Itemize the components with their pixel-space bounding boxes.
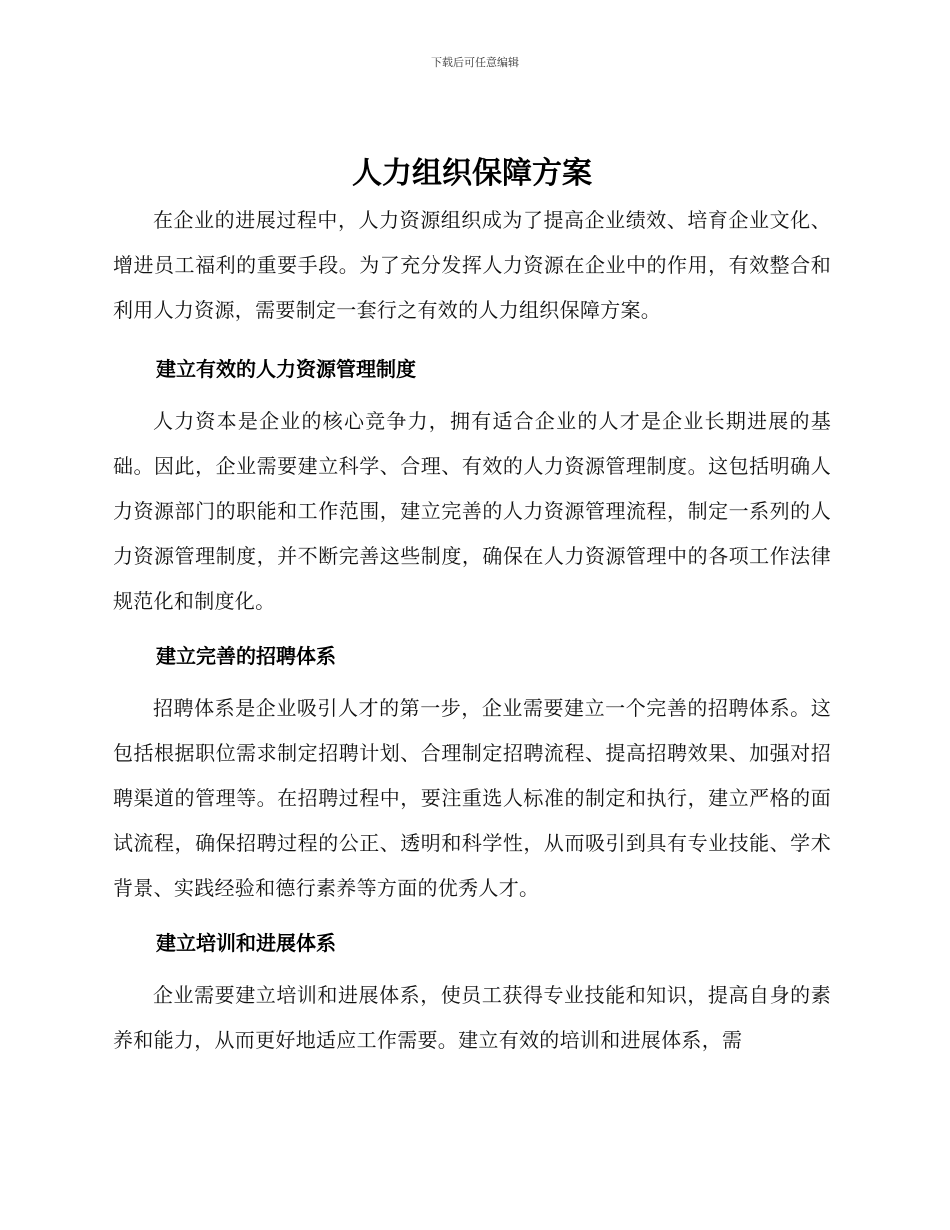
section-body-training: 企业需要建立培训和进展体系，使员工获得专业技能和知识，提高自身的素养和能力，从而更好地适应工作需要。建立有效的培训和进展体系，需	[113, 983, 831, 1052]
section-body-hr-management: 人力资本是企业的核心竞争力，拥有适合企业的人才是企业长期进展的基础。因此，企业需要建立科学、合理、有效的人力资源管理制度。这包括明确人力资源部门的职能和工作范围，建立完善的人力资源管理流程，制定一系列的人力资源管理制度，并不断完善这些制度，确保在人力资源管理中的各项工作法律规范化和制度化。	[113, 409, 831, 613]
document-body	[113, 150, 831, 1063]
section-heading-hr-management: 建立有效的人力资源管理制度	[156, 357, 416, 381]
section-heading-training: 建立培训和进展体系	[156, 931, 336, 955]
section-body-recruitment: 招聘体系是企业吸引人才的第一步，企业需要建立一个完善的招聘体系。这包括根据职位需求制定招聘计划、合理制定招聘流程、提高招聘效果、加强对招聘渠道的管理等。在招聘过程中，要注重选人标准的制定和执行，建立严格的面试流程，确保招聘过程的公正、透明和科学性，从而吸引到具有专业技能、学术背景、实践经验和德行素养等方面的优秀人才。	[113, 696, 831, 900]
header-note: 下载后可任意编辑	[431, 56, 519, 69]
intro-paragraph: 在企业的进展过程中，人力资源组织成为了提高企业绩效、培育企业文化、增进员工福利的重要手段。为了充分发挥人力资源在企业中的作用，有效整合和利用人力资源，需要制定一套行之有效的人力组织保障方案。	[113, 208, 831, 322]
document-title: 人力组织保障方案	[352, 156, 592, 191]
section-heading-recruitment: 建立完善的招聘体系	[156, 644, 336, 668]
